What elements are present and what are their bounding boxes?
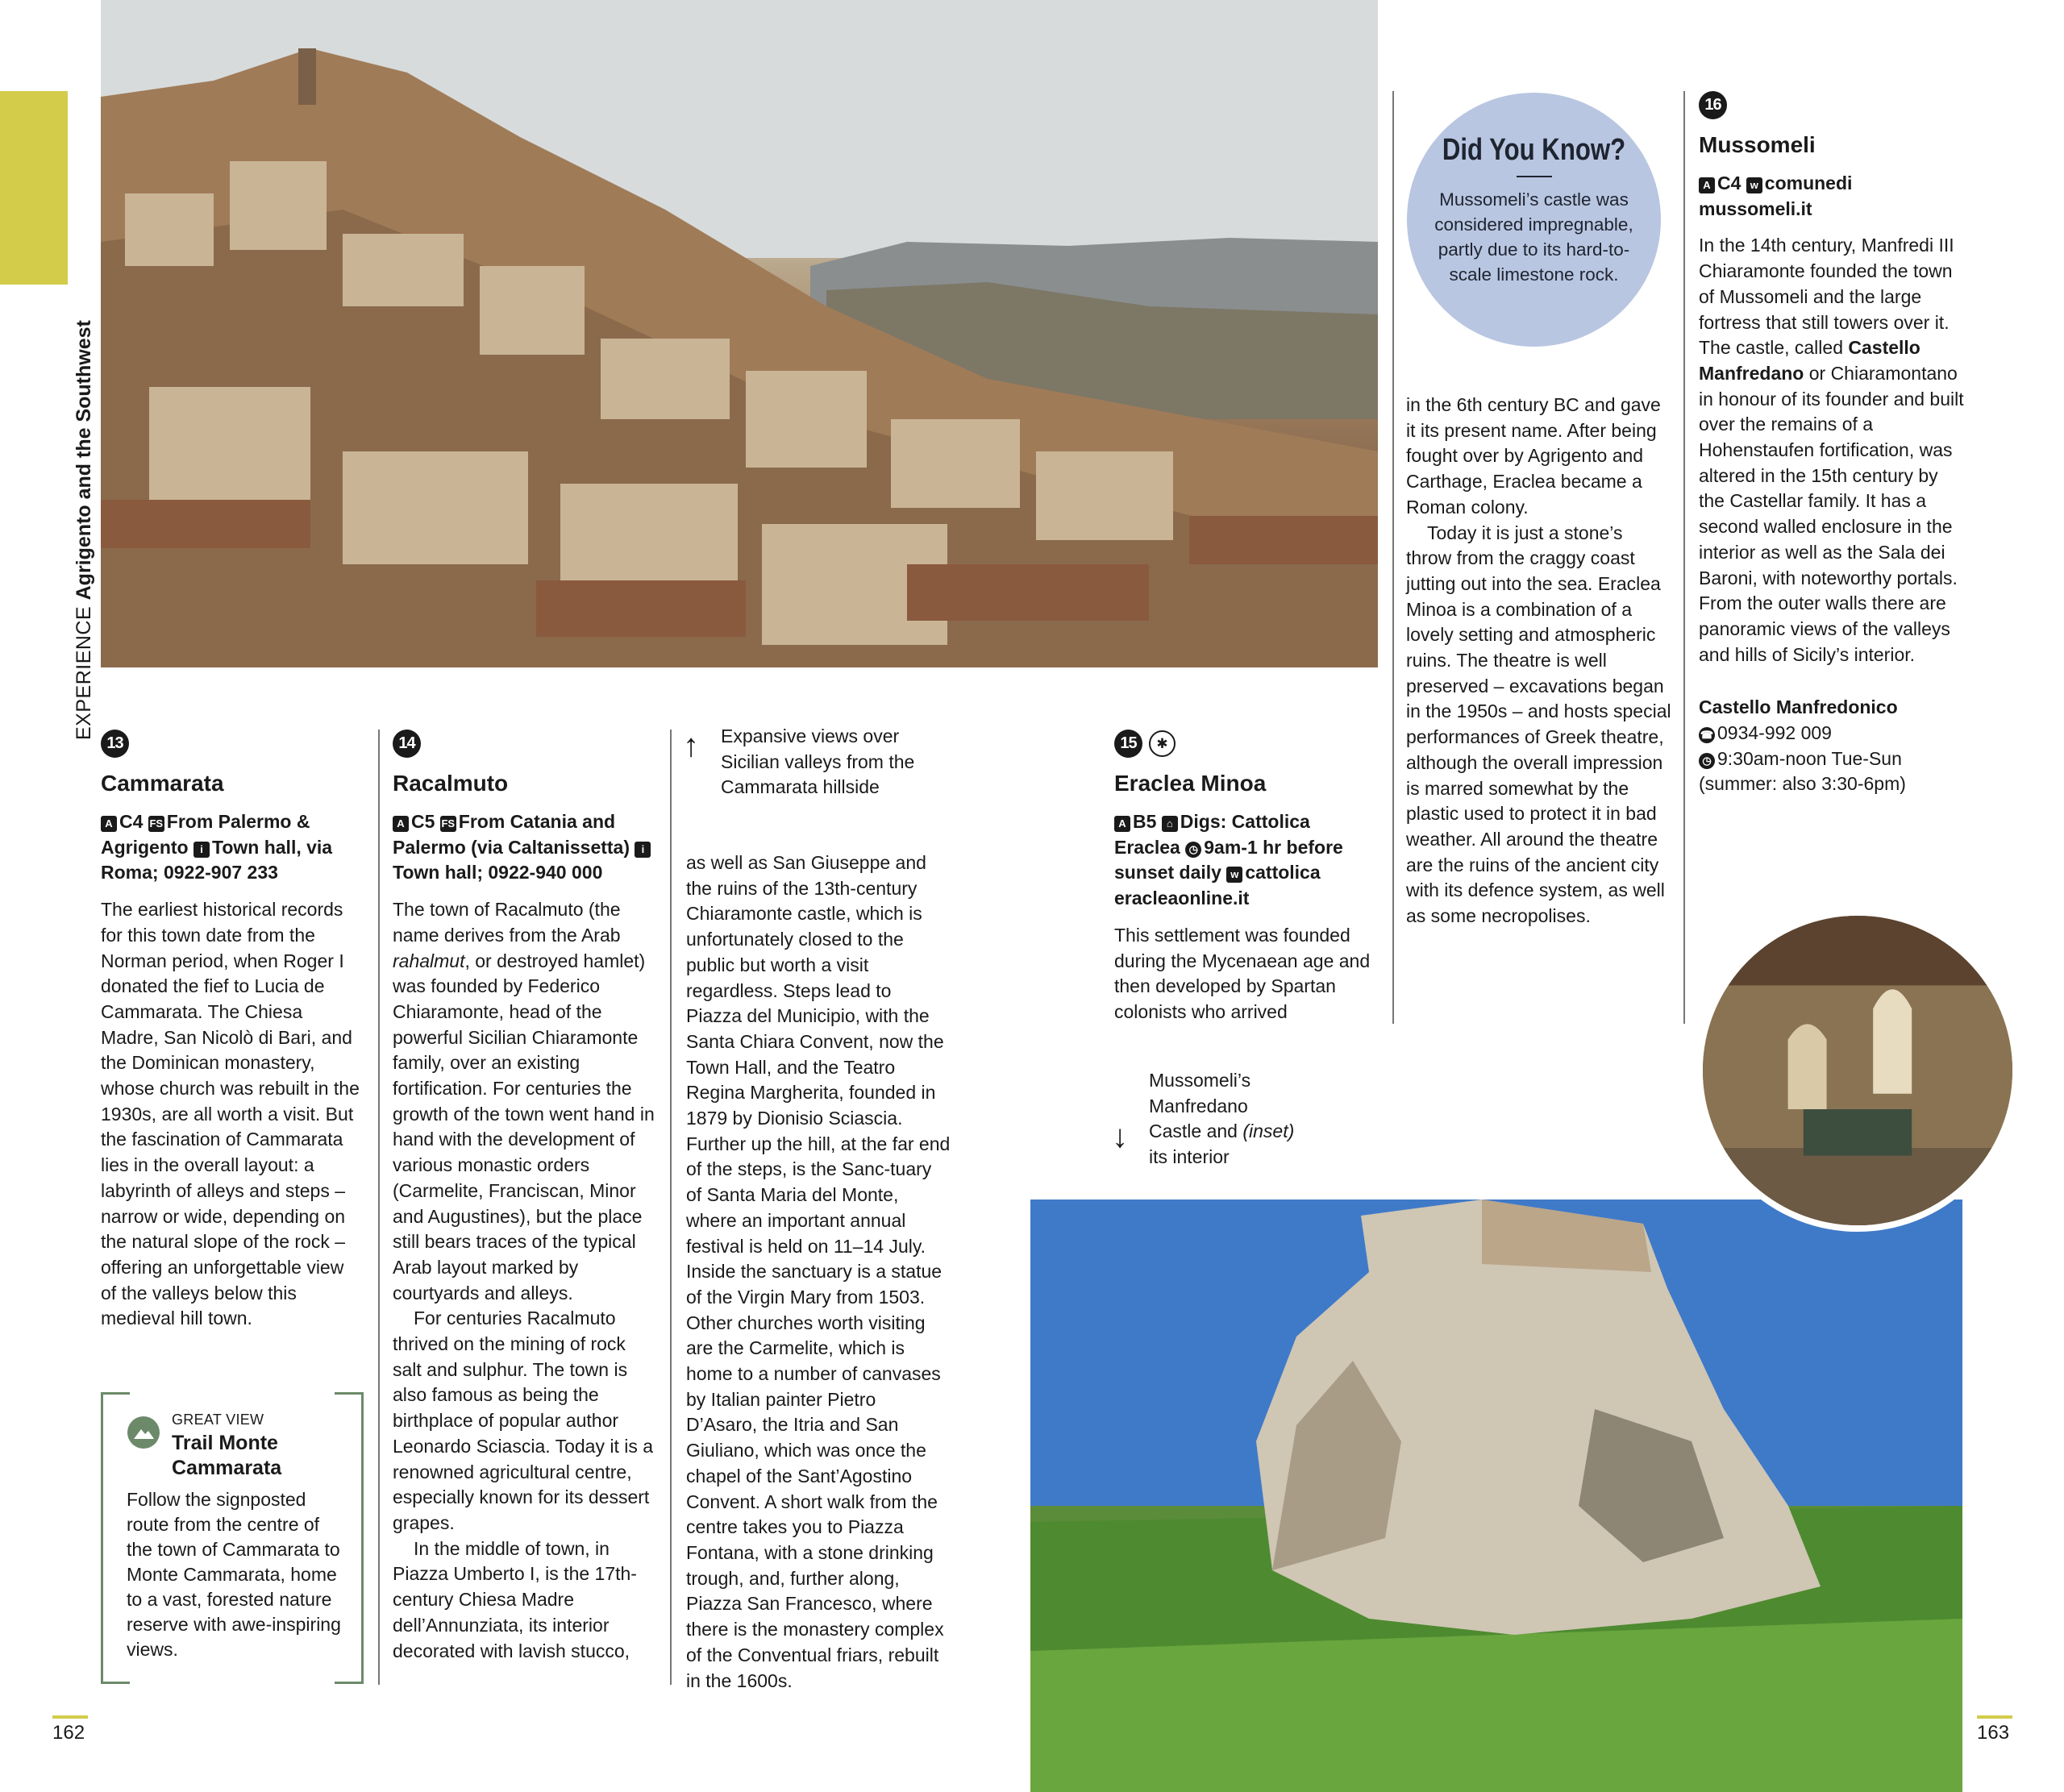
entry-practical-info xyxy=(1114,809,1380,912)
great-view-box xyxy=(101,1392,364,1684)
entry-paragraph: The town of Racalmuto (the name derives from the Arab rahalmut, or destroyed hamlet) was founded by Federico Chiaramonte, head of the powerful Sicilian Chiaramonte family, over an existing fortification. For centuries the growth of the town went hand in hand with the development of various monastic orders (Carmelite, Franciscan, Minor and Augustines), but the place still bears traces of the typical Arab layout marked by courtyards and alleys. xyxy=(393,899,655,1303)
entry-practical-info xyxy=(393,809,657,886)
entry-number: 16 xyxy=(1699,91,1727,119)
map-grid-icon: A xyxy=(1699,177,1715,193)
map-grid-icon: A xyxy=(101,816,117,832)
site-info: Digs: Cattolica Eraclea xyxy=(1114,811,1310,858)
did-you-know-text: Mussomeli’s castle was considered impregnable, partly due to its hard-to-scale limestone rock. xyxy=(1434,189,1633,285)
bus-icon: FS xyxy=(440,816,456,832)
entry-practical-info xyxy=(101,809,360,886)
photo-caption: Expansive views over Sicilian valleys from the Cammarata hillside xyxy=(721,726,915,798)
arrow-down-icon: ↓ xyxy=(1112,1119,1128,1154)
transport-info: From Palermo & Agrigento xyxy=(101,811,310,858)
sub-heading: Castello Manfredonico xyxy=(1699,696,1898,718)
entry-body xyxy=(101,897,360,1332)
website: comunedi mussomeli.it xyxy=(1699,173,1853,219)
entry-body xyxy=(393,897,657,1664)
bus-icon: FS xyxy=(148,816,164,832)
entry-body xyxy=(1114,923,1380,1025)
eraclea-section xyxy=(1114,730,1380,1025)
transport-info: From Catania and Palermo (via Caltanissetta) xyxy=(393,811,630,858)
page-number-rule xyxy=(52,1715,88,1719)
photo-caption: Mussomeli’s Manfredano Castle and (inset) its interior xyxy=(1149,1070,1295,1168)
chapter-kicker: EXPERIENCE xyxy=(73,605,95,740)
map-grid-ref: B5 xyxy=(1133,811,1157,832)
clock-icon: ◷ xyxy=(1699,753,1715,769)
chapter-tab xyxy=(0,91,68,285)
column-divider xyxy=(378,730,380,1685)
did-you-know-rule xyxy=(1517,176,1552,177)
entry-paragraph: In the middle of town, in Piazza Umberto I, is the 17th-century Chiesa Madre dell’Annunziata, its interior decorated with lavish stucco, xyxy=(393,1537,637,1661)
mussomeli-castle-photo xyxy=(1030,1200,1962,1792)
phone-number: 0934-992 009 xyxy=(1717,722,1832,744)
entry-heading: Racalmuto xyxy=(393,771,509,796)
ticket-icon: ✱ xyxy=(1149,730,1176,757)
cammarata-section xyxy=(101,730,360,1332)
chapter-title: Agrigento and the Southwest xyxy=(73,320,95,601)
map-grid-icon: A xyxy=(1114,816,1130,832)
did-you-know-title: Did You Know? xyxy=(1442,133,1626,167)
castle-interior-photo xyxy=(1696,909,2019,1232)
phone-icon: ☎ xyxy=(1699,727,1715,743)
page-number-right: 163 xyxy=(1977,1722,2010,1744)
mussomeli-section xyxy=(1699,91,1965,797)
column-divider xyxy=(670,730,672,1685)
column-divider xyxy=(1683,91,1685,1024)
clock-icon: ◷ xyxy=(1185,842,1201,858)
map-grid-ref: C5 xyxy=(411,811,435,832)
entry-paragraph: In the 14th century, Manfredi III Chiaramonte founded the town of Mussomeli and the large fortress that still towers over it. The castle, called Castello Manfredano or Chiaramontano in honour of its founder and built over the remains of a Hohenstaufen fortification, was altered in the 15th century by the Castellar family. It has a second walled enclosure in the interior as well as the Sala dei Baroni, with noteworthy portals. From the outer walls there are panoramic views of the valleys and hills of Sicily’s interior. xyxy=(1699,235,1964,665)
opening-hours: 9am-1 hr before sunset daily xyxy=(1114,836,1343,884)
entry-number: 15 xyxy=(1114,730,1142,758)
map-grid-icon: A xyxy=(393,816,409,832)
chapter-label xyxy=(73,320,96,740)
did-you-know-bubble xyxy=(1407,93,1661,347)
info-icon: i xyxy=(635,842,651,858)
info-icon: i xyxy=(194,842,210,858)
tourist-info: Town hall; 0922-940 000 xyxy=(393,862,603,884)
page-number-rule xyxy=(1977,1715,2012,1719)
entry-heading: Eraclea Minoa xyxy=(1114,771,1267,796)
web-icon: w xyxy=(1226,867,1242,883)
great-view-text: Follow the signposted route from the centre of the town of Cammarata to Monte Cammarata, home to a vast, forested nature reserve with awe-inspiring views. xyxy=(127,1489,341,1660)
entry-body xyxy=(1699,233,1965,667)
box-bracket-left xyxy=(101,1392,130,1684)
entry-paragraph: as well as San Giuseppe and the ruins of the 13th-century Chiaramonte castle, which is unfortunately closed to the public but worth a visit regardless. Steps lead to Piazza del Municipio, with the Santa Chiara Convent, now the Town Hall, and the Teatro Regina Margherita, founded in 1879 by Dionisio Sciascia. Further up the hill, at the far end of the steps, is the Sanc-tuary of Santa Maria del Monte, where an important annual festival is held on 11–14 July. Inside the sanctuary is a statue of the Virgin Mary from 1503. Other churches worth visiting are the Carmelite, which is home to a number of canvases by Italian painter Pietro D’Asaro, the Itria and San Giuliano, which was once the chapel of the Sant’Agostino Convent. A short walk from the centre takes you to Piazza Fontana, with a stone drinking trough, and, further along, Piazza San Francesco, where there is the monastery complex of the Conventual friars, rebuilt in the 1600s. xyxy=(686,852,951,1691)
page-number-left: 162 xyxy=(52,1722,85,1744)
entry-paragraph: This settlement was founded during the Mycenaean age and then developed by Spartan colonists who arrived xyxy=(1114,924,1371,1022)
opening-hours: 9:30am-noon Tue-Sun (summer: also 3:30-6pm) xyxy=(1699,747,1906,795)
entry-practical-info xyxy=(1699,171,1965,222)
column-divider xyxy=(1392,91,1394,1024)
map-grid-ref: C4 xyxy=(119,811,144,832)
entry-paragraph: Today it is just a stone’s throw from the craggy coast jutting out into the sea. Eraclea Minoa is a combination of a lovely setting and atmospheric ruins. The theatre is well preserved – excavations began in the 1950s – and hosts special performances of Greek theatre, although the overall impression is marred somewhat by the plastic used to protect it in bad weather. All around the theatre are the ruins of the ancient city with its defence system, as well as some necropolises. xyxy=(1406,522,1671,927)
eraclea-continued xyxy=(1406,393,1672,929)
tourist-info: Town hall, via Roma; 0922-907 233 xyxy=(101,836,333,884)
arrow-up-icon: ↑ xyxy=(683,728,699,763)
great-view-kicker: GREAT VIEW xyxy=(172,1412,264,1428)
entry-heading: Mussomeli xyxy=(1699,132,1816,157)
map-grid-ref: C4 xyxy=(1717,173,1742,193)
racalmuto-section xyxy=(393,730,657,1664)
archaeological-site-icon: ⌂ xyxy=(1162,816,1178,832)
entry-paragraph: in the 6th century BC and gave it its present name. After being fought over by Agrigento and Carthage, Eraclea became a Roman colony. xyxy=(1406,394,1661,518)
entry-heading: Cammarata xyxy=(101,771,224,796)
web-icon: w xyxy=(1746,177,1762,193)
entry-number: 14 xyxy=(393,730,421,758)
mountain-view-icon xyxy=(127,1416,160,1449)
castle-info xyxy=(1699,721,1965,797)
great-view-title: Trail Monte Cammarata xyxy=(172,1432,282,1479)
entry-number: 13 xyxy=(101,730,129,758)
entry-paragraph: The earliest historical records for this town date from the Norman period, when Roger I donated the fief to Lucia de Cammarata. The Chiesa Madre, San Nicolò di Bari, and the Dominican monastery, whose church was rebuilt in the 1930s, are all worth a visit. But the fascination of Cammarata lies in the overall layout: a labyrinth of alleys and steps – narrow or wide, depending on the natural slope of the rock – offering an unforgettable view of the valleys below this medieval hill town. xyxy=(101,899,360,1329)
website: cattolica eracleaonline.it xyxy=(1114,862,1321,909)
entry-paragraph: For centuries Racalmuto thrived on the mining of rock salt and sulphur. The town is also famous as being the birthplace of popular author Leonardo Sciascia. Today it is a renowned agricultural centre, especially known for its dessert grapes. xyxy=(393,1308,654,1533)
cammarata-photo xyxy=(101,0,1378,667)
racalmuto-continued xyxy=(686,850,951,1694)
